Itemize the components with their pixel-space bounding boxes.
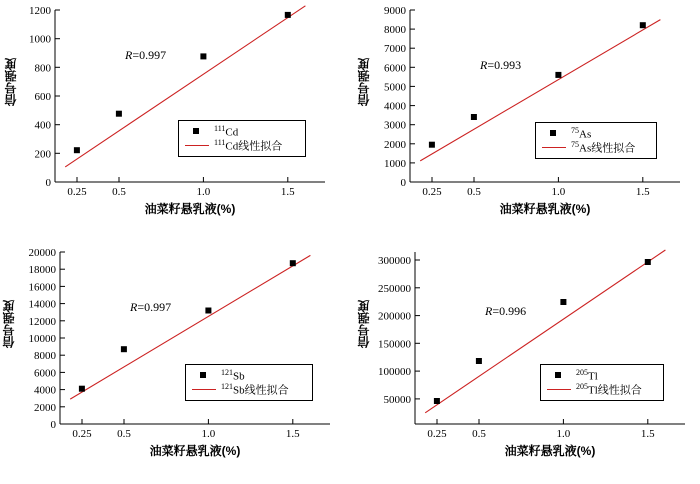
legend-item-line [546, 382, 657, 396]
legend-line-key [546, 383, 572, 395]
svg-text:6000: 6000 [34, 367, 56, 380]
legend-item-line [541, 140, 650, 154]
svg-text:50000: 50000 [383, 393, 411, 406]
x-axis-label-as75: 油菜籽悬乳液(%) [499, 202, 591, 216]
x-axis-label-tl205: 油菜籽悬乳液(%) [504, 444, 596, 458]
svg-text:0.25: 0.25 [72, 428, 92, 440]
legend-label-marker: $^{111}$Cd [214, 124, 239, 139]
r-value: =0.993 [487, 58, 522, 72]
legend-label-line: $^{111}$Cd线性拟合 [214, 138, 283, 153]
r-annotation-as75 [480, 58, 521, 73]
legend-as75 [535, 122, 657, 159]
svg-text:12000: 12000 [28, 315, 56, 328]
svg-text:9000: 9000 [384, 5, 406, 17]
svg-text:0.25: 0.25 [422, 186, 442, 198]
r-value: =0.997 [132, 48, 167, 62]
svg-text:1.5: 1.5 [285, 428, 300, 440]
r-symbol: R [480, 58, 488, 72]
isotope-superscript: 111 [214, 124, 226, 134]
svg-text:0.5: 0.5 [467, 186, 481, 198]
svg-text:0.25: 0.25 [67, 186, 87, 198]
plot-area-as75 [350, 0, 700, 242]
legend-sb121 [185, 364, 313, 401]
svg-text:800: 800 [34, 62, 51, 75]
chart-panel-cd111 [0, 0, 350, 242]
r-annotation-tl205 [485, 304, 526, 319]
legend-label-marker: $^{205}$Tl [576, 368, 598, 383]
r-value: =0.997 [137, 300, 172, 314]
legend-marker-key [184, 125, 210, 137]
svg-text:1.0: 1.0 [201, 428, 216, 440]
svg-text:1000: 1000 [384, 157, 406, 170]
plot-area-tl205 [350, 242, 700, 484]
y-axis-label-cd111: 信号强度 [4, 58, 18, 106]
r-value: =0.996 [492, 304, 527, 318]
svg-text:3000: 3000 [384, 119, 406, 132]
svg-text:1.0: 1.0 [551, 186, 566, 198]
svg-text:14000: 14000 [28, 298, 56, 311]
plot-area-sb121 [0, 242, 350, 484]
plot-area-cd111 [0, 0, 350, 242]
chart-panel-as75 [350, 0, 700, 242]
legend-cd111 [178, 120, 306, 157]
svg-text:600: 600 [34, 91, 51, 103]
svg-text:18000: 18000 [28, 264, 56, 277]
legend-marker-key [546, 369, 572, 381]
svg-text:250000: 250000 [378, 282, 411, 295]
svg-text:1.0: 1.0 [556, 428, 571, 440]
svg-text:7000: 7000 [384, 43, 406, 56]
isotope-superscript: 205 [576, 368, 588, 378]
isotope-superscript: 75 [571, 140, 579, 150]
svg-text:150000: 150000 [378, 338, 411, 351]
svg-text:4000: 4000 [34, 384, 56, 397]
svg-text:1200: 1200 [29, 5, 51, 17]
chart-panel-tl205 [350, 242, 700, 484]
r-annotation-cd111 [125, 48, 166, 63]
svg-text:0.5: 0.5 [472, 428, 486, 440]
chart-panel-sb121 [0, 242, 350, 484]
r-symbol: R [125, 48, 133, 62]
svg-text:400: 400 [34, 119, 51, 132]
legend-label-marker: $^{75}$As [571, 126, 592, 141]
r-annotation-sb121 [130, 300, 171, 315]
legend-label-line: $^{75}$As线性拟合 [571, 140, 636, 155]
svg-text:1.0: 1.0 [196, 186, 211, 198]
legend-item-line [184, 138, 299, 152]
svg-text:4000: 4000 [384, 100, 406, 113]
y-axis-label-as75: 信号强度 [357, 58, 371, 106]
svg-text:200: 200 [34, 148, 51, 161]
legend-marker-key [541, 127, 567, 139]
svg-text:2000: 2000 [384, 138, 406, 151]
r-symbol: R [485, 304, 493, 318]
svg-text:1000: 1000 [29, 33, 51, 46]
svg-text:10000: 10000 [28, 333, 56, 345]
svg-text:0: 0 [400, 177, 406, 189]
isotope-superscript: 121 [221, 382, 233, 392]
svg-text:20000: 20000 [28, 247, 56, 259]
svg-text:1.5: 1.5 [635, 186, 650, 198]
svg-text:8000: 8000 [384, 24, 406, 37]
legend-line-key [184, 139, 210, 151]
svg-text:0.5: 0.5 [112, 186, 126, 198]
svg-text:0: 0 [45, 177, 51, 189]
svg-text:2000: 2000 [34, 401, 56, 414]
svg-text:6000: 6000 [384, 62, 406, 75]
x-axis-label-cd111: 油菜籽悬乳液(%) [144, 202, 236, 216]
isotope-superscript: 75 [571, 126, 579, 136]
svg-text:0.5: 0.5 [117, 428, 131, 440]
svg-text:8000: 8000 [34, 350, 56, 363]
svg-text:1.5: 1.5 [280, 186, 295, 198]
svg-text:300000: 300000 [378, 255, 411, 267]
y-axis-label-sb121: 信号强度 [2, 300, 16, 348]
isotope-superscript: 121 [221, 368, 233, 378]
svg-text:0: 0 [50, 419, 56, 431]
svg-text:0.25: 0.25 [427, 428, 447, 440]
r-symbol: R [130, 300, 138, 314]
isotope-superscript: 205 [576, 382, 588, 392]
legend-item-line [191, 382, 306, 396]
svg-text:5000: 5000 [384, 81, 406, 94]
legend-label-line: $^{205}$Tl线性拟合 [576, 382, 642, 397]
svg-text:100000: 100000 [378, 366, 411, 379]
legend-label-line: $^{121}$Sb线性拟合 [221, 382, 289, 397]
svg-text:200000: 200000 [378, 310, 411, 323]
svg-text:16000: 16000 [28, 281, 56, 294]
x-axis-label-sb121: 油菜籽悬乳液(%) [149, 444, 241, 458]
legend-label-marker: $^{121}$Sb [221, 368, 245, 383]
legend-tl205 [540, 364, 664, 401]
legend-line-key [541, 141, 567, 153]
svg-text:1.5: 1.5 [640, 428, 655, 440]
legend-line-key [191, 383, 217, 395]
isotope-superscript: 111 [214, 138, 226, 148]
y-axis-label-tl205: 信号强度 [357, 300, 371, 348]
legend-marker-key [191, 369, 217, 381]
